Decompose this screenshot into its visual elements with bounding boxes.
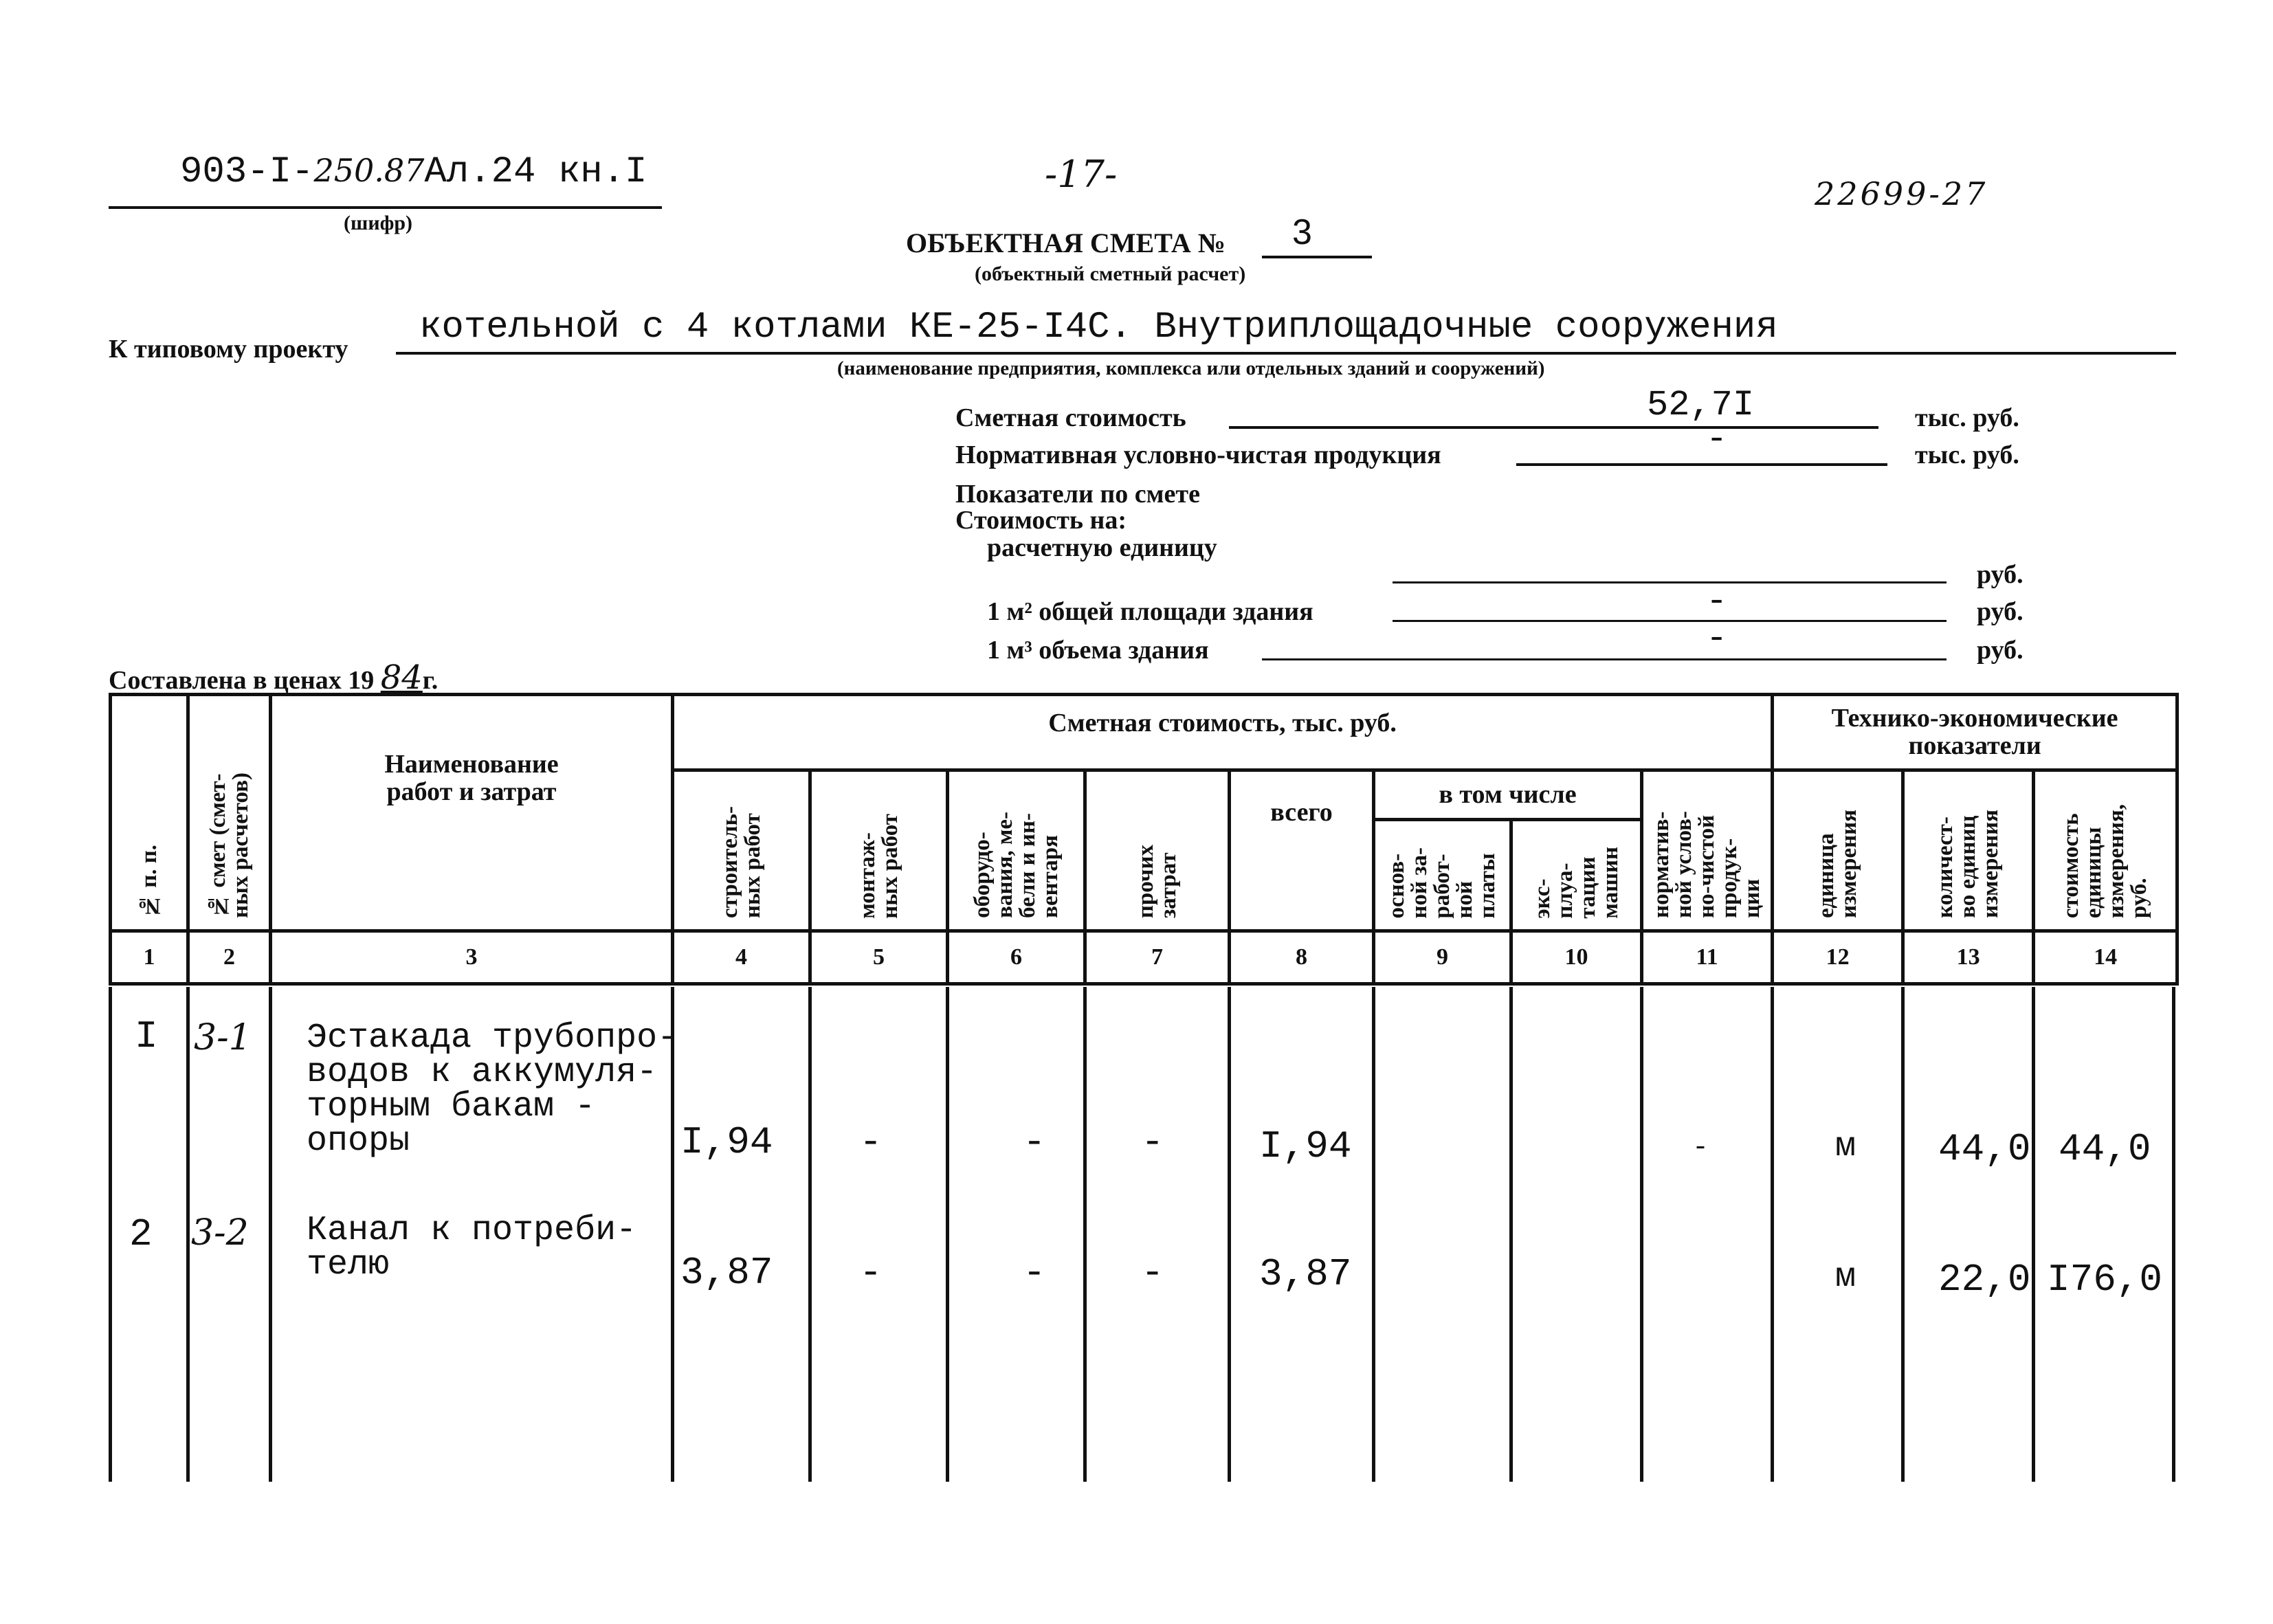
header-cost-group: Сметная стоимость, тыс. руб. [673,695,1773,770]
smeta-number-underline [1262,256,1372,258]
area-underline [1393,620,1947,622]
column-number: 5 [810,931,948,984]
area-label: 1 м² общей площади здания [987,597,1313,626]
row1-np: I [135,1014,158,1058]
volume-underline [1262,658,1947,660]
cipher-prefix: 903-I- [180,151,314,193]
normative-underline [1516,463,1887,466]
row2-smeta: 3-2 [191,1212,249,1254]
row1-qty: 44,0 [1938,1127,2031,1171]
header-norm: норматив- ной услов- но-чистой продук- ции [1642,770,1773,931]
row1-name: Эстакада трубопро- водов к аккумуля- торным бакам - опоры [307,1019,678,1161]
cipher-caption: (шифр) [344,212,413,234]
page-title: ОБЪЕКТНАЯ СМЕТА № [906,227,1226,258]
cost-unit: тыс. руб. [1915,403,2019,432]
row1-mount: - [859,1120,883,1164]
project-underline [396,352,2176,355]
column-numbers-row [111,931,2177,984]
volume-value: - [1706,619,1728,659]
row1-norm: - [1692,1133,1709,1164]
column-number: 12 [1773,931,1903,984]
row1-total: I,94 [1259,1124,1352,1168]
column-number: 8 [1230,931,1374,984]
normative-label: Нормативная условно-чистая продукция [955,441,1441,469]
column-number: 4 [673,931,810,984]
volume-unit: руб. [1977,636,2023,665]
cipher-handwritten: 250.87 [313,152,425,189]
column-number: 9 [1374,931,1511,984]
header-unitcost: стоимость единицы измерения, руб. [2034,770,2177,931]
header-np: № п. п. [111,695,188,931]
row1-equip: - [1023,1120,1046,1164]
row2-total: 3,87 [1259,1252,1352,1296]
cipher-underline [109,206,662,209]
project-caption: (наименование предприятия, комплекса или отдельных зданий и сооружений) [837,357,1545,379]
page-number: -17- [1045,153,1118,196]
header-build: строитель- ных работ [673,770,810,931]
row2-unit: м [1835,1258,1856,1297]
page-subtitle: (объектный сметный расчет) [975,263,1246,285]
area-unit: руб. [1977,597,2023,626]
column-number: 10 [1511,931,1642,984]
header-unit: единица измерения [1773,770,1903,931]
row1-other: - [1141,1120,1164,1164]
project-label: К типовому проекту [109,335,348,364]
normative-value: - [1706,419,1728,460]
volume-label: 1 м³ объема здания [987,636,1209,665]
cipher-suffix: Ал.24 кн.I [424,151,647,193]
unit-label: расчетную единицу [987,533,1217,562]
row2-other: - [1141,1251,1164,1295]
column-number: 6 [948,931,1085,984]
prices-line [109,658,438,697]
cipher [180,151,647,193]
row1-unitcost: 44,0 [2059,1127,2151,1171]
unit-underline [1393,581,1947,583]
unit-currency: руб. [1977,560,2023,589]
row2-np: 2 [129,1212,153,1256]
header-wage: основ- ной за- работ- ной платы [1374,820,1511,931]
header-name: Наименование работ и затрат [271,695,673,931]
cost-value: 52,7I [1647,385,1755,425]
row2-name: Канал к потреби- телю [307,1211,637,1284]
header-mach: экс- плуа- тации машин [1511,820,1642,931]
estimate-table [109,693,2179,986]
row2-mount: - [859,1251,883,1295]
cost-underline [1229,426,1878,429]
column-number: 14 [2034,931,2177,984]
inventory-number: 22699-27 [1815,175,1988,212]
normative-unit: тыс. руб. [1915,441,2019,469]
column-number: 3 [271,931,673,984]
column-number: 13 [1903,931,2034,984]
row1-build: I,94 [680,1120,773,1164]
header-incl-group: в том числе [1374,770,1642,820]
cost-on-label: Стоимость на: [955,506,1127,535]
header-smeta: № смет (смет- ных расчетов) [188,695,271,931]
header-equip: оборудо- вания, ме- бели и ин- вентаря [948,770,1085,931]
area-value: - [1706,581,1728,622]
prices-year: 84 [380,658,423,697]
indicators-label: Показатели по смете [955,480,1200,509]
header-mount: монтаж- ных работ [810,770,948,931]
row2-build: 3,87 [680,1251,773,1295]
header-qty: количест- во единиц измерения [1903,770,2034,931]
cost-label: Сметная стоимость [955,403,1186,432]
header-tech-group: Технико-экономические показатели [1773,695,2177,770]
prices-label-prefix: Составлена в ценах 19 [109,666,375,695]
header-total: всего [1230,770,1374,931]
column-number: 7 [1085,931,1230,984]
smeta-number: 3 [1292,212,1312,252]
row2-qty: 22,0 [1938,1258,2031,1302]
row1-smeta: 3-1 [194,1017,252,1058]
column-number: 2 [188,931,271,984]
row2-unitcost: I76,0 [2047,1258,2163,1302]
header-other: прочих затрат [1085,770,1230,931]
prices-label-suffix: г. [422,666,439,695]
row1-unit: м [1835,1127,1856,1166]
column-number: 11 [1642,931,1773,984]
row2-equip: - [1023,1251,1046,1295]
column-number: 1 [111,931,188,984]
project-name: котельной с 4 котлами КЕ-25-I4С. Внутриплощадочные сооружения [419,307,1778,348]
